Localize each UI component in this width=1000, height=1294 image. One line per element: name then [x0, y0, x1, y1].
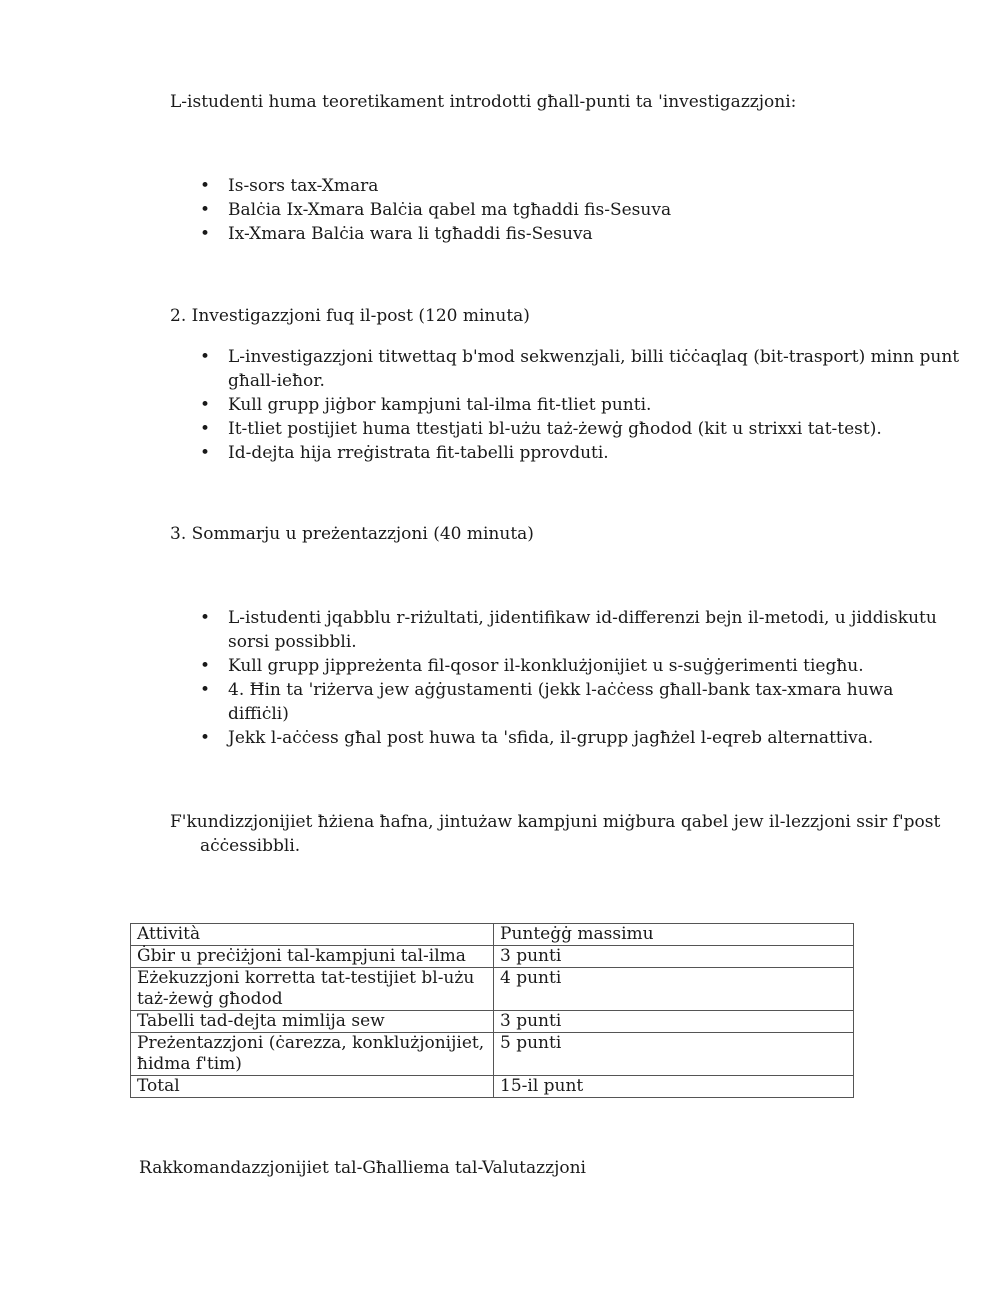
table-cell: Ġbir u preċiżjoni tal-kampjuni tal-ilma — [131, 946, 494, 968]
note-paragraph: F'kundizzjonijiet ħżiena ħafna, jintużaw kampjuni miġbura qabel jew il-lezzjoni ssir f'post aċċessibbli. — [170, 812, 941, 856]
bullet-icon: • — [200, 347, 211, 367]
list-item: • Is-sors tax-Xmara — [200, 176, 379, 196]
list-item: • Id-dejta hija rreġistrata fit-tabelli pprovduti. — [200, 443, 609, 463]
intro-paragraph: L-istudenti huma teoretikament introdotti għall-punti ta 'investigazzjoni: — [170, 92, 797, 112]
table-cell: Total — [131, 1076, 494, 1098]
section-3-heading: 3. Sommarju u preżentazzjoni (40 minuta) — [170, 524, 534, 544]
table-cell: 5 punti — [494, 1033, 854, 1076]
table-header-cell: Attività — [131, 924, 494, 946]
intro-bullet-list — [200, 174, 960, 246]
bullet-icon: • — [200, 608, 211, 628]
section-2-heading: 2. Investigazzjoni fuq il-post (120 minuta) — [170, 306, 530, 326]
section-2-bullet-list — [200, 345, 960, 465]
table-cell: 3 punti — [494, 946, 854, 968]
list-item: • L-investigazzjoni titwettaq b'mod sekwenzjali, billi tiċċaqlaq (bit-trasport) minn punt għall-ieħor. — [200, 347, 960, 391]
list-item: • Jekk l-aċċess għal post huwa ta 'sfida, il-grupp jagħżel l-eqreb alternattiva. — [200, 728, 874, 748]
table-row — [131, 968, 854, 1011]
footer-heading: Rakkomandazzjonijiet tal-Għalliema tal-Valutazzjoni — [139, 1158, 586, 1178]
table-header-row — [131, 924, 854, 946]
bullet-icon: • — [200, 680, 211, 700]
list-item: • Balċia Ix-Xmara Balċia qabel ma tgħaddi fis-Sesuva — [200, 200, 672, 220]
table-cell: 3 punti — [494, 1011, 854, 1033]
table-row — [131, 1033, 854, 1076]
bullet-icon: • — [200, 395, 211, 415]
list-item: • L-istudenti jqabblu r-riżultati, jidentifikaw id-differenzi bejn il-metodi, u jiddiskutu sorsi possibbli. — [200, 608, 937, 652]
table-cell: 15-il punt — [494, 1076, 854, 1098]
table-total-row — [131, 1076, 854, 1098]
table-cell: Tabelli tad-dejta mimlija sew — [131, 1011, 494, 1033]
list-item: • Ix-Xmara Balċia wara li tgħaddi fis-Sesuva — [200, 224, 593, 244]
bullet-icon: • — [200, 728, 211, 748]
table-row — [131, 1011, 854, 1033]
list-item: • It-tliet postijiet huma ttestjati bl-użu taż-żewġ għodod (kit u strixxi tat-test). — [200, 419, 882, 439]
list-item: • 4. Ħin ta 'riżerva jew aġġustamenti (jekk l-aċċess għall-bank tax-xmara huwa diffiċli) — [200, 680, 894, 724]
bullet-icon: • — [200, 443, 211, 463]
bullet-icon: • — [200, 176, 211, 196]
list-item: • Kull grupp jippreżenta fil-qosor il-konklużjonijiet u s-suġġerimenti tiegħu. — [200, 656, 864, 676]
bullet-icon: • — [200, 419, 211, 439]
grading-table — [130, 923, 854, 1098]
bullet-icon: • — [200, 656, 211, 676]
table-cell: Preżentazzjoni (ċarezza, konklużjonijiet, ħidma f'tim) — [131, 1033, 494, 1076]
table-header-cell: Punteġġ massimu — [494, 924, 854, 946]
table-cell: Eżekuzzjoni korretta tat-testijiet bl-użu taż-żewġ għodod — [131, 968, 494, 1011]
list-item: • Kull grupp jiġbor kampjuni tal-ilma fit-tliet punti. — [200, 395, 652, 415]
section-3-bullet-list — [200, 606, 940, 750]
bullet-icon: • — [200, 200, 211, 220]
bullet-icon: • — [200, 224, 211, 244]
table-cell: 4 punti — [494, 968, 854, 1011]
table-row — [131, 946, 854, 968]
